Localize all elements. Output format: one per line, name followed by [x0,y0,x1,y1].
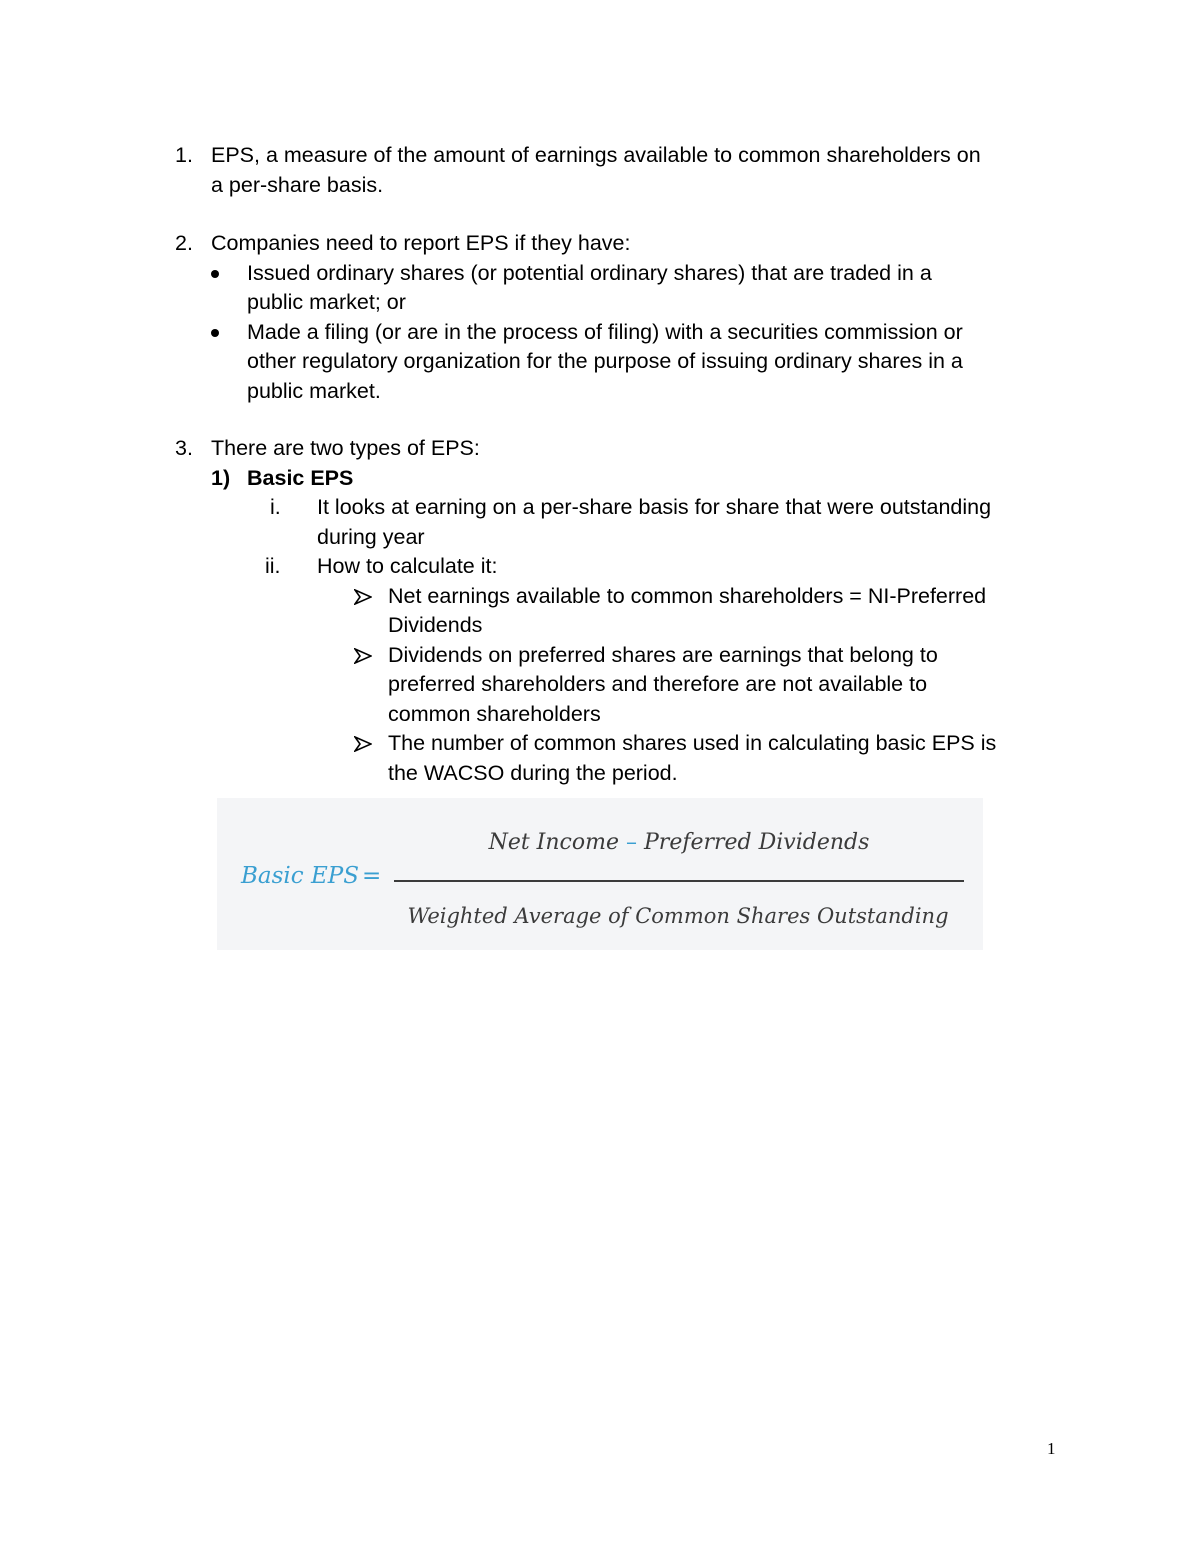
roman-item [0,552,1200,582]
formula-equals: = [362,863,382,889]
roman-number: ii. [265,554,281,578]
arrow-item [0,582,1200,612]
arrow-item-text: Dividends [388,613,483,637]
roman-item-text: It looks at earning on a per-share basis for share that were outstanding [317,495,992,519]
list-number: 1. [175,143,193,167]
roman-number: i. [270,495,281,519]
arrow-item-text: common shareholders [388,701,601,726]
bullet-icon [211,329,219,337]
bullet-text: public market; or [247,290,406,314]
roman-item-text: How to calculate it: [317,554,498,578]
arrow-item-text: preferred shareholders and therefore are not available to [388,672,928,696]
list-number: 3. [175,436,193,460]
page-number: 1 [1047,1439,1056,1458]
list-item-text: a per-share basis. [211,172,384,197]
roman-item [0,493,1200,523]
arrowhead-bullet-icon [354,736,372,752]
arrow-item-text: Net earnings available to common shareholders = NI-Preferred [388,583,987,608]
bullet-item [0,259,1200,289]
arrow-item-text: The number of common shares used in calculating basic EPS is [388,731,997,755]
subheading-number: 1) [211,465,231,490]
bullet-item [0,318,1200,348]
list-item-text: There are two types of EPS: [211,436,480,460]
subheading-label: Basic EPS [247,465,354,490]
formula-denominator: Weighted Average of Common Shares Outstanding [407,904,949,928]
list-item-3 [0,434,1200,788]
formula-numerator-right: Preferred Dividends [644,830,870,855]
bullet-text: Issued ordinary shares (or potential ordinary shares) that are traded in a [247,260,932,285]
fraction-bar [394,880,964,882]
bullet-icon [211,270,219,278]
bullet-text: public market. [247,378,381,403]
formula-lhs: Basic EPS [241,863,359,889]
arrowhead-bullet-icon [354,648,372,664]
list-item-1 [0,141,1200,200]
roman-item-text: during year [317,524,425,549]
arrow-item [0,641,1200,671]
bullet-text: Made a filing (or are in the process of filing) with a securities commission or [247,319,963,344]
list-item-2 [0,229,1200,406]
list-item-text: EPS, a measure of the amount of earnings available to common shareholders on [211,143,981,167]
basic-eps-formula [217,798,983,950]
list-number: 2. [175,231,193,255]
formula-minus: – [626,830,637,855]
subheading-basic-eps [0,464,1200,494]
formula-numerator [393,828,965,858]
arrow-item [0,729,1200,759]
arrow-item-text: the WACSO during the period. [388,760,678,785]
arrow-item-text: Dividends on preferred shares are earnings that belong to [388,642,938,667]
bullet-text: other regulatory organization for the purpose of issuing ordinary shares in a [247,349,963,373]
list-item-text: Companies need to report EPS if they have: [211,231,631,255]
arrowhead-bullet-icon [354,589,372,605]
formula-numerator-left: Net Income [488,830,619,855]
